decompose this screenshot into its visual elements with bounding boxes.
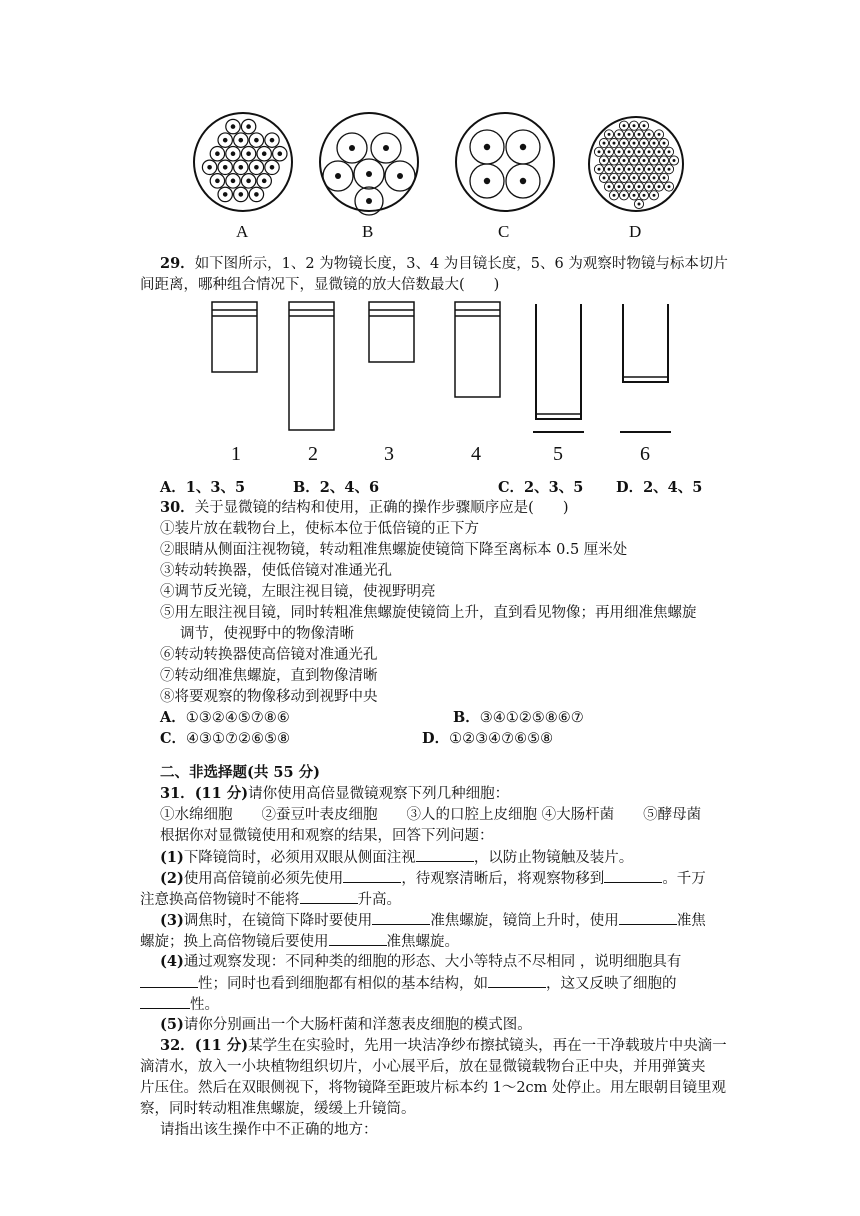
q31-blank-1[interactable] xyxy=(416,847,474,862)
q32-line5: 请指出该生操作中不正确的地方： xyxy=(160,1122,378,1138)
q30-step-3: ③转动转换器，使低倍镜对准通光孔 xyxy=(160,563,392,579)
figure-b-cells xyxy=(320,113,418,215)
section-2-title: 二、非选择题(共 55 分) xyxy=(160,764,320,781)
figure-d-cells xyxy=(589,117,683,211)
lens-label-3: 3 xyxy=(384,443,394,465)
q29-line2: 间距离，哪种组合情况下，显微镜的放大倍数最大( ) xyxy=(140,277,500,293)
figure-c-cells xyxy=(456,113,554,211)
figure-label-d: D xyxy=(629,222,642,241)
q31-cells: ①水绵细胞 ②蚕豆叶表皮细胞 ③人的口腔上皮细胞 ④大肠杆菌 ⑤酵母菌 xyxy=(160,807,702,823)
lens-label-1: 1 xyxy=(231,443,241,465)
q31-part5: (5)请你分别画出一个大肠杆菌和洋葱表皮细胞的模式图。 xyxy=(160,1016,532,1033)
q31-blank-7[interactable] xyxy=(329,931,387,946)
figure-label-a: A xyxy=(236,222,249,241)
q31-blank-8[interactable] xyxy=(140,973,198,988)
q31-blank-3[interactable] xyxy=(604,868,662,883)
q31-blank-6[interactable] xyxy=(619,910,677,925)
q30-option-d[interactable]: D．①②③④⑦⑥⑤⑧ xyxy=(422,730,554,747)
q30-step-4: ④调节反光镜，左眼注视目镜，使视野明亮 xyxy=(160,584,436,600)
q29-options xyxy=(160,478,703,498)
q29-lens-figure xyxy=(200,296,680,440)
figure-label-b: B xyxy=(362,222,374,241)
q31-part2: (2)使用高倍镜前必须先使用 ，待观察清晰后，将观察物移到 。千万 xyxy=(160,870,706,887)
q32-line4: 察，同时转动粗准焦螺旋，缓缓上升镜筒。 xyxy=(140,1101,416,1117)
q29-option-a[interactable]: A．1、3、5 xyxy=(160,479,246,496)
q30-option-c[interactable]: C．④③①⑦②⑥⑤⑧ xyxy=(160,730,291,747)
q31-blank-4[interactable] xyxy=(300,889,358,904)
q32-line2: 滴清水，放入一小块植物组织切片，小心展平后，放在显微镜载物台正中央，并用弹簧夹 xyxy=(140,1059,706,1075)
q30-option-b[interactable]: B．③④①②⑤⑧⑥⑦ xyxy=(453,709,584,726)
q31-part4-cont: 性；同时也看到细胞都有相似的基本结构，如 ，这又反映了细胞的 xyxy=(140,973,677,994)
lens-label-5: 5 xyxy=(553,443,563,465)
q31-blank-5[interactable] xyxy=(372,910,430,925)
q31-intro: 31．(11 分)请你使用高倍显微镜观察下列几种细胞： xyxy=(160,785,510,802)
q30-stem: 30．关于显微镜的结构和使用，正确的操作步骤顺序应是( ) xyxy=(160,499,569,516)
q31-part3: (3)调焦时，在镜筒下降时要使用 准焦螺旋，镜筒上升时，使用 准焦 xyxy=(160,912,706,929)
q32-line3: 片压住。然后在双眼侧视下，将物镜降至距玻片标本约 1～2cm 处停止。用左眼朝目镜里观 xyxy=(140,1080,727,1096)
q29-option-d[interactable]: D．2、4、5 xyxy=(616,479,703,496)
q30-step-8: ⑧将要观察的物像移动到视野中央 xyxy=(160,689,378,705)
q30-step-1: ①装片放在载物台上，使标本位于低倍镜的正下方 xyxy=(160,521,479,537)
q30-step-6: ⑥转动转换器使高倍镜对准通光孔 xyxy=(160,647,378,663)
q31-part1: (1)下降镜筒时，必须用双眼从侧面注视 ，以防止物镜触及装片。 xyxy=(160,849,634,866)
q31-part4: (4)通过观察发现：不同种类的细胞的形态、大小等特点不尽相同 ，说明细胞具有 xyxy=(160,953,682,970)
figure-a-cells xyxy=(194,113,292,211)
lens-label-2: 2 xyxy=(308,443,318,465)
q30-options-row2 xyxy=(160,729,554,749)
q29-line1 xyxy=(160,254,728,274)
figure-label-c: C xyxy=(498,222,510,241)
q29-text-1: 如下图所示，1、2 为物镜长度，3、4 为目镜长度，5、6 为观察时物镜与标本切片 xyxy=(194,256,728,272)
q30-option-a[interactable]: A．①③②④⑤⑦⑧⑥ xyxy=(160,709,290,726)
q30-options-row1 xyxy=(160,708,584,728)
q29-number: 29． xyxy=(160,255,195,272)
q31-blank-10[interactable] xyxy=(140,994,190,1009)
q31-blank-2[interactable] xyxy=(343,868,401,883)
q30-step-5: ⑤用左眼注视目镜，同时转粗准焦螺旋使镜筒上升，直到看见物像；再用细准焦螺旋 xyxy=(160,605,697,621)
q30-step-5-cont: 调节，使视野中的物像清晰 xyxy=(180,626,354,642)
lens-label-4: 4 xyxy=(471,443,481,465)
q31-part4-cont2: 性。 xyxy=(140,994,219,1015)
q31-lead: 根据你对显微镜使用和观察的结果，回答下列问题： xyxy=(160,828,494,844)
q29-option-b[interactable]: B．2、4、6 xyxy=(293,479,380,496)
q32-line1: 32．(11 分)某学生在实验时，先用一块洁净纱布擦拭镜头，再在一干净载玻片中央滴一 xyxy=(160,1037,727,1054)
q29-option-c[interactable]: C．2、3、5 xyxy=(498,479,584,496)
q31-part3-cont: 螺旋；换上高倍物镜后要使用 准焦螺旋。 xyxy=(140,931,459,952)
cells-figure xyxy=(180,110,700,220)
q31-blank-9[interactable] xyxy=(488,973,546,988)
q30-step-7: ⑦转动细准焦螺旋，直到物像清晰 xyxy=(160,668,378,684)
q30-step-2: ②眼睛从侧面注视物镜，转动粗准焦螺旋使镜筒下降至离标本 0.5 厘米处 xyxy=(160,542,628,558)
lens-label-6: 6 xyxy=(640,443,650,465)
q31-part2-cont: 注意换高倍物镜时不能将 升高。 xyxy=(140,889,401,910)
